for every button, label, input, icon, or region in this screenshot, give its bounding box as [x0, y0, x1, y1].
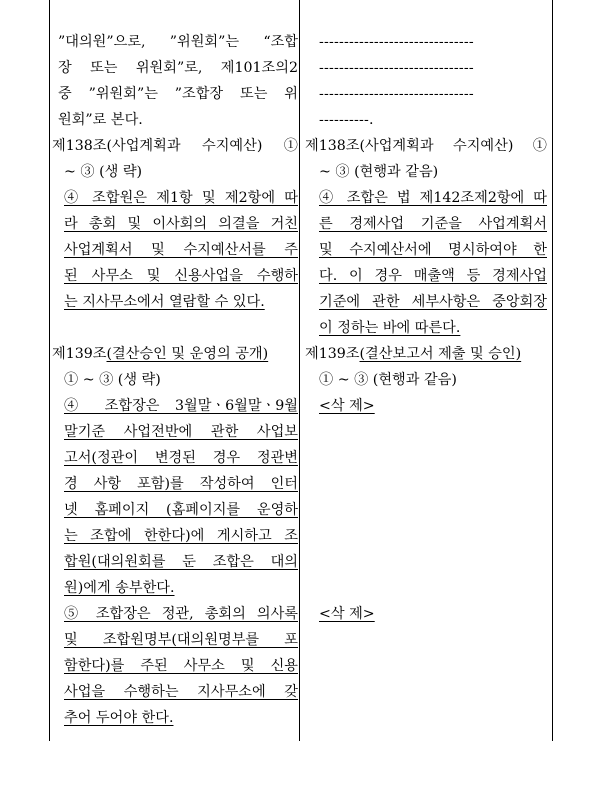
- article-title: [305, 341, 547, 367]
- text-line: ④ 조합장은 3월말ㆍ6월말ㆍ9월: [64, 398, 298, 414]
- current-text-column: [52, 29, 298, 731]
- clause-4-current: [64, 393, 298, 601]
- clause-1-3: ① ~ ③ (현행과 같음): [319, 372, 457, 388]
- article-number: 제139조: [305, 346, 360, 362]
- dash-line: -------------------------------: [319, 86, 474, 102]
- text-line: 기준에 관한 세부사항은 중앙회장: [319, 294, 547, 310]
- text-line: 합원(대의원회를 둔 조합은 대의: [64, 554, 298, 570]
- text-line: 원회”로 본다.: [58, 112, 143, 128]
- deleted-marker: <삭 제>: [319, 606, 375, 622]
- text-line: 넷 홈페이지 (홈페이지를 운영하: [64, 502, 298, 518]
- clause-5-current: [64, 601, 298, 731]
- text-line: 된 사무소 및 신용사업을 수행하: [64, 268, 298, 284]
- text-line: 및 수지예산서에 명시하여야 한: [319, 242, 547, 258]
- revised-text-column: [305, 29, 547, 627]
- text-line: 장 또는 위원회”로, 제101조의2: [58, 60, 298, 76]
- clause-1-3: ~ ③ (생 략): [64, 164, 143, 180]
- text-line: ④ 조합원은 제1항 및 제2항에 따: [64, 190, 298, 206]
- text-line: 는 조합에 한한다)에 게시하고 조: [64, 528, 298, 544]
- text-line: 중 ”위원회”는 ”조합장 또는 위: [58, 86, 298, 102]
- dash-line: ----------.: [319, 112, 374, 128]
- article-139-revised: [305, 341, 547, 367]
- clause-1-3: ① ~ ③ (생 략): [64, 372, 161, 388]
- text-line: 고서(정관이 변경된 경우 정관변: [64, 450, 298, 466]
- left-border-line: [49, 0, 50, 741]
- clause-1-3: ~ ③ (현행과 같음): [319, 164, 439, 180]
- article-138-current: [52, 133, 298, 159]
- article-heading: (결산보고서 제출 및 승인): [359, 346, 522, 362]
- preceding-text-block: [58, 29, 298, 133]
- clause-4-current: [64, 185, 298, 315]
- dash-placeholder-block: [305, 29, 547, 133]
- center-divider-line: [299, 0, 300, 741]
- article-title: 제138조(사업계획과 수지예산) ①: [305, 138, 547, 154]
- article-title: [52, 341, 298, 367]
- text-line: 사업계획서 및 수지예산서를 주: [64, 242, 298, 258]
- dash-line: -------------------------------: [319, 60, 474, 76]
- text-line: 는 지사무소에서 열람할 수 있다.: [64, 294, 265, 310]
- text-line: 말기준 사업전반에 관한 사업보: [64, 424, 298, 440]
- text-line: 함한다)를 주된 사무소 및 신용: [64, 658, 298, 674]
- text-line: ④ 조합은 법 제142조제2항에 따: [319, 190, 547, 206]
- clause-4-revised: [319, 185, 547, 341]
- text-line: 원)에게 송부한다.: [64, 580, 175, 596]
- text-line: 추어 두어야 한다.: [64, 710, 174, 726]
- right-border-line: [552, 0, 553, 741]
- text-line: 및 조합원명부(대의원명부를 포: [64, 632, 298, 648]
- text-line: 경 사항 포함)를 작성하여 인터: [64, 476, 298, 492]
- text-line: ”대의원”으로, ”위원회”는 “조합: [58, 34, 298, 50]
- text-line: 른 경제사업 기준을 사업계획서: [319, 216, 547, 232]
- article-138-revised: [305, 133, 547, 159]
- text-line: ⑤ 조합장은 정관, 총회의 의사록: [64, 606, 298, 622]
- article-139-current: [52, 341, 298, 367]
- text-line: 사업을 수행하는 지사무소에 갖: [64, 684, 298, 700]
- text-line: 라 총회 및 이사회의 의결을 거친: [64, 216, 298, 232]
- article-title: 제138조(사업계획과 수지예산) ①: [52, 138, 298, 154]
- deleted-marker: <삭 제>: [319, 398, 375, 414]
- article-number: 제139조: [52, 346, 107, 362]
- text-line: 다. 이 경우 매출액 등 경제사업: [319, 268, 547, 284]
- text-line: 이 정하는 바에 따른다.: [319, 320, 461, 336]
- article-heading: (결산승인 및 운영의 공개): [106, 346, 269, 362]
- dash-line: -------------------------------: [319, 34, 474, 50]
